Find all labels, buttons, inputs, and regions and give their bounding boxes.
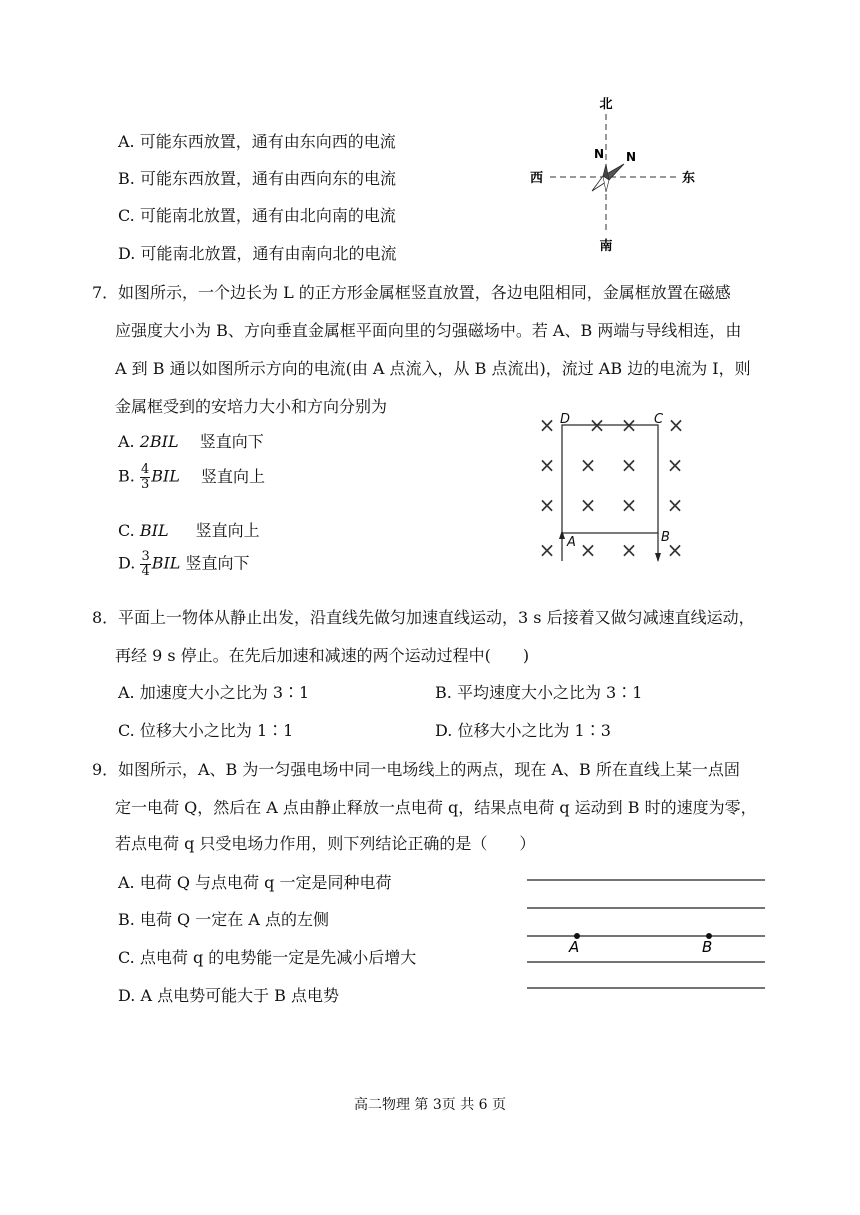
compass-east-label: 东: [682, 171, 696, 186]
field-mark: ×: [538, 493, 556, 517]
compass-figure: [520, 92, 720, 257]
q6-option-d: D. 可能南北放置，通有由南向北的电流: [118, 244, 397, 263]
q6-option-a: A. 可能东西放置，通有由东向西的电流: [118, 132, 396, 151]
field-mark: ×: [538, 413, 556, 437]
page-footer: 高二物理 第 3页 共 6 页: [353, 1097, 507, 1113]
field-mark: ×: [620, 538, 638, 562]
q8-option-c: C. 位移大小之比为 1∶1: [118, 721, 294, 740]
field-mark: ×: [620, 413, 638, 437]
q8-line-2: 再经 9 s 停止。在先后加速和减速的两个运动过程中( ): [115, 646, 530, 665]
q6-option-c: C. 可能南北放置，通有由北向南的电流: [118, 206, 396, 225]
magnetic-field-figure: [530, 405, 695, 570]
field-mark: ×: [579, 453, 597, 477]
point-b-label: B: [702, 938, 713, 956]
q7-line-4: 金属框受到的安培力大小和方向分别为: [115, 397, 388, 416]
compass-north-label: 北: [599, 97, 613, 112]
compass-n-label-1: N: [594, 147, 605, 161]
q9-number: 9．: [92, 760, 119, 779]
field-mark: ×: [667, 413, 685, 437]
field-mark: ×: [666, 538, 684, 562]
q7-line-2: 应强度大小为 B、方向垂直金属框平面向里的匀强磁场中。若 A、B 两端与导线相连，由: [115, 321, 742, 340]
field-mark: ×: [538, 453, 556, 477]
corner-d-label: D: [560, 412, 571, 427]
field-mark: ×: [538, 538, 556, 562]
field-mark: ×: [666, 453, 684, 477]
field-mark: ×: [666, 493, 684, 517]
q8-option-a: A. 加速度大小之比为 3∶1: [118, 683, 310, 702]
q8-option-b: B. 平均速度大小之比为 3∶1: [435, 683, 643, 702]
electric-field-figure: [525, 870, 770, 995]
q7-option-c: C. BIL 竖直向上: [118, 521, 260, 540]
q9-line-3: 若点电荷 q 只受电场力作用，则下列结论正确的是（ ）: [115, 834, 536, 853]
q7-option-b: B. $\frac{4}{3}$ BIL 竖直向上: [118, 462, 266, 492]
compass-west-label: 西: [530, 171, 544, 186]
compass-south-label: 南: [599, 239, 613, 254]
field-mark: ×: [588, 413, 606, 437]
q7-b-fraction: $\frac{4}{3}$: [140, 462, 150, 492]
field-mark: ×: [579, 493, 597, 517]
q7-option-d: D. $\frac{3}{4}$ BIL 竖直向下: [118, 549, 250, 579]
corner-c-label: C: [654, 412, 664, 427]
q9-option-d: D. A 点电势可能大于 B 点电势: [118, 986, 340, 1005]
q7-line-3: A 到 B 通以如图所示方向的电流(由 A 点流入，从 B 点流出)，流过 AB 边的电流为 I，则: [115, 359, 751, 378]
magnetic-needle-icon: [592, 164, 624, 192]
q8-option-d: D. 位移大小之比为 1∶3: [435, 721, 611, 740]
q9-line-1: 如图所示，A、B 为一匀强电场中同一电场线上的两点，现在 A、B 所在直线上某一点固: [118, 760, 740, 779]
q9-option-a: A. 电荷 Q 与点电荷 q 一定是同种电荷: [118, 873, 392, 892]
compass-n-label-2: N: [626, 150, 637, 164]
q7-d-fraction: $\frac{3}{4}$: [141, 549, 150, 579]
q9-option-c: C. 点电荷 q 的电势能一定是先减小后增大: [118, 948, 417, 967]
field-mark: ×: [579, 538, 597, 562]
field-mark: ×: [620, 453, 638, 477]
q9-option-b: B. 电荷 Q 一定在 A 点的左侧: [118, 910, 329, 929]
corner-b-label: B: [661, 530, 670, 545]
point-a-label: A: [569, 938, 580, 956]
q8-line-1: 平面上一物体从静止出发，沿直线先做匀加速直线运动，3 s 后接着又做匀减速直线运动，: [118, 608, 755, 627]
q6-option-b: B. 可能东西放置，通有由西向东的电流: [118, 169, 396, 188]
q7-line-1: 如图所示，一个边长为 L 的正方形金属框竖直放置，各边电阻相同，金属框放置在磁感: [118, 283, 731, 302]
q7-option-a: A. 2BIL 竖直向下: [118, 432, 264, 451]
corner-a-label: A: [567, 535, 576, 550]
q7-number: 7．: [92, 283, 119, 302]
field-mark: ×: [620, 493, 638, 517]
q9-line-2: 定一电荷 Q，然后在 A 点由静止释放一点电荷 q，结果点电荷 q 运动到 B 时的速度为零，: [115, 798, 757, 817]
q8-number: 8．: [92, 608, 119, 627]
